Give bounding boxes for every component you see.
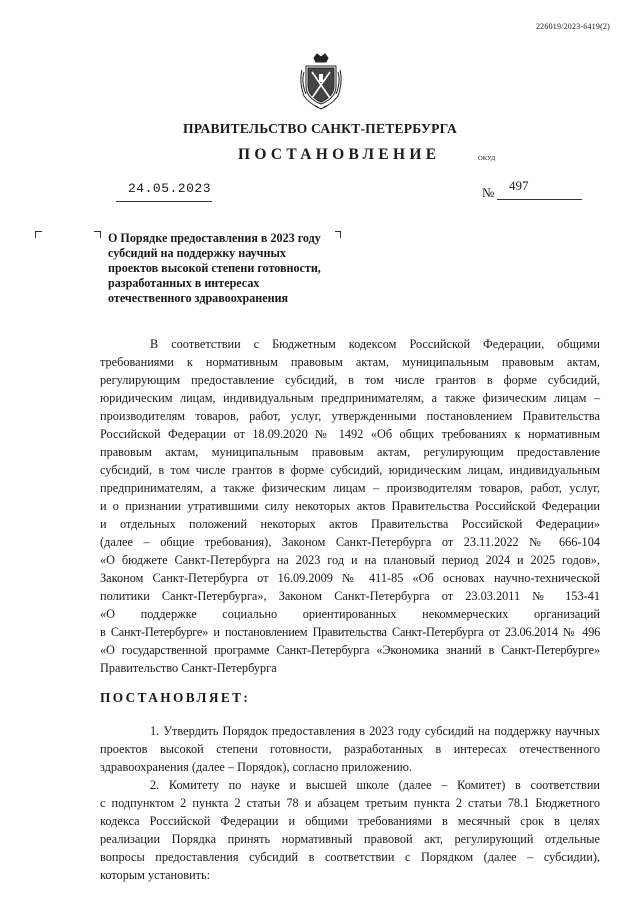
text-line: 1. Утвердить Порядок предоставления в 2023 году субсидий на поддержку научных [150,724,600,738]
subject-line: разработанных в интересах [108,276,260,290]
number-sign: № [482,185,495,200]
resolves-heading: ПОСТАНОВЛЯЕТ: [100,690,251,705]
text-line: реализации Порядка принять нормативный правовой акт, регулирующий отдельные [100,832,600,846]
document-type: ПОСТАНОВЛЕНИЕ [238,146,441,163]
subject-line: О Порядке предоставления в 2023 году [108,231,321,245]
subject-line: отечественного здравоохранения [108,291,289,305]
text-line: и отдельных положений некоторых актов Правительства Российской Федерации» [100,517,600,531]
okud-label: ОКУД [478,155,496,162]
document-subject [108,231,358,306]
text-line: В соответствии с Бюджетным кодексом Российской Федерации, общими [150,337,600,351]
text-line: регулирующим предоставление субсидий, в том числе грантов в форме субсидий, [100,373,600,387]
text-line: (далее – общие требования), Законом Санкт-Петербурга от 23.11.2022 № 666-104 [100,535,600,549]
text-line: политики Санкт-Петербурга», Законом Санкт-Петербурга от 23.03.2011 № 153-41 [100,589,600,603]
text-line: и о признании утратившими силу некоторых актов Правительства Российской Федерации [100,499,600,513]
text-line: вопросы предоставления субсидий в соответствии с Порядком (далее – субсидии), [100,850,600,864]
date-underline [116,201,212,202]
text-line: предпринимателям, а также физическим лицам – производителям товаров, работ, услуг, [100,481,600,495]
text-line: «О государственной программе Санкт-Петербурга «Экономика знаний в Санкт-Петербурге» [100,643,600,657]
text-line: «О бюджете Санкт-Петербурга на 2023 год и на плановый период 2024 и 2025 годов», [100,553,600,567]
subject-line: субсидий на поддержку научных [108,246,286,260]
text-line: которым установить: [100,868,211,882]
coat-of-arms-icon [298,52,344,110]
text-line: производителям товаров, работ, услуг, утвержденными постановлением Правительства [100,409,600,423]
text-line: юридическим лицам, индивидуальным предпринимателям, а также физическим лицам – [100,391,600,405]
text-line: кодекса Российской Федерации и общими требованиями в месячный срок в целях [100,814,600,828]
text-line: Российской Федерации от 18.09.2020 № 1492 «Об общих требованиях к нормативным [100,427,600,441]
subject-line: проектов высокой степени готовности, [108,261,321,275]
government-name: ПРАВИТЕЛЬСТВО САНКТ-ПЕТЕРБУРГА [182,121,458,136]
text-line: «О поддержке социально ориентированных некоммерческих организаций [100,607,600,621]
document-number-value: 497 [509,178,529,193]
text-line: Правительство Санкт-Петербурга [100,661,277,675]
text-line: требованиями к нормативным правовым актам, муниципальным правовым актам, [100,355,600,369]
number-underline [497,199,582,200]
text-line: здравоохранения (далее – Порядок), согласно приложению. [100,760,413,774]
document-date: 24.05.2023 [128,181,212,196]
text-line: проектов высокой степени готовности, разработанных в интересах отечественного [100,742,600,756]
text-line: Законом Санкт-Петербурга от 16.09.2009 № 411-85 «Об основах научно-технической [100,571,600,585]
text-line: правовым актам, муниципальным правовым актам, регулирующим предоставление [100,445,600,459]
text-line: 2. Комитету по науке и высшей школе (далее – Комитет) в соответствии [150,778,600,792]
bracket-corner [94,231,101,238]
text-line: в Санкт-Петербурге» и постановлением Правительства Санкт-Петербурга от 23.06.2014 № 496 [100,625,600,639]
text-line: субсидий, в том числе грантов в форме субсидий, юридическим лицам, индивидуальным [100,463,600,477]
text-line: с подпунктом 2 пункта 2 статьи 78 и абзацем третьим пункта 2 статьи 78.1 Бюджетного [100,796,600,810]
document-number: 226019/2023-6419(2) [535,22,610,31]
bracket-corner [35,231,42,238]
